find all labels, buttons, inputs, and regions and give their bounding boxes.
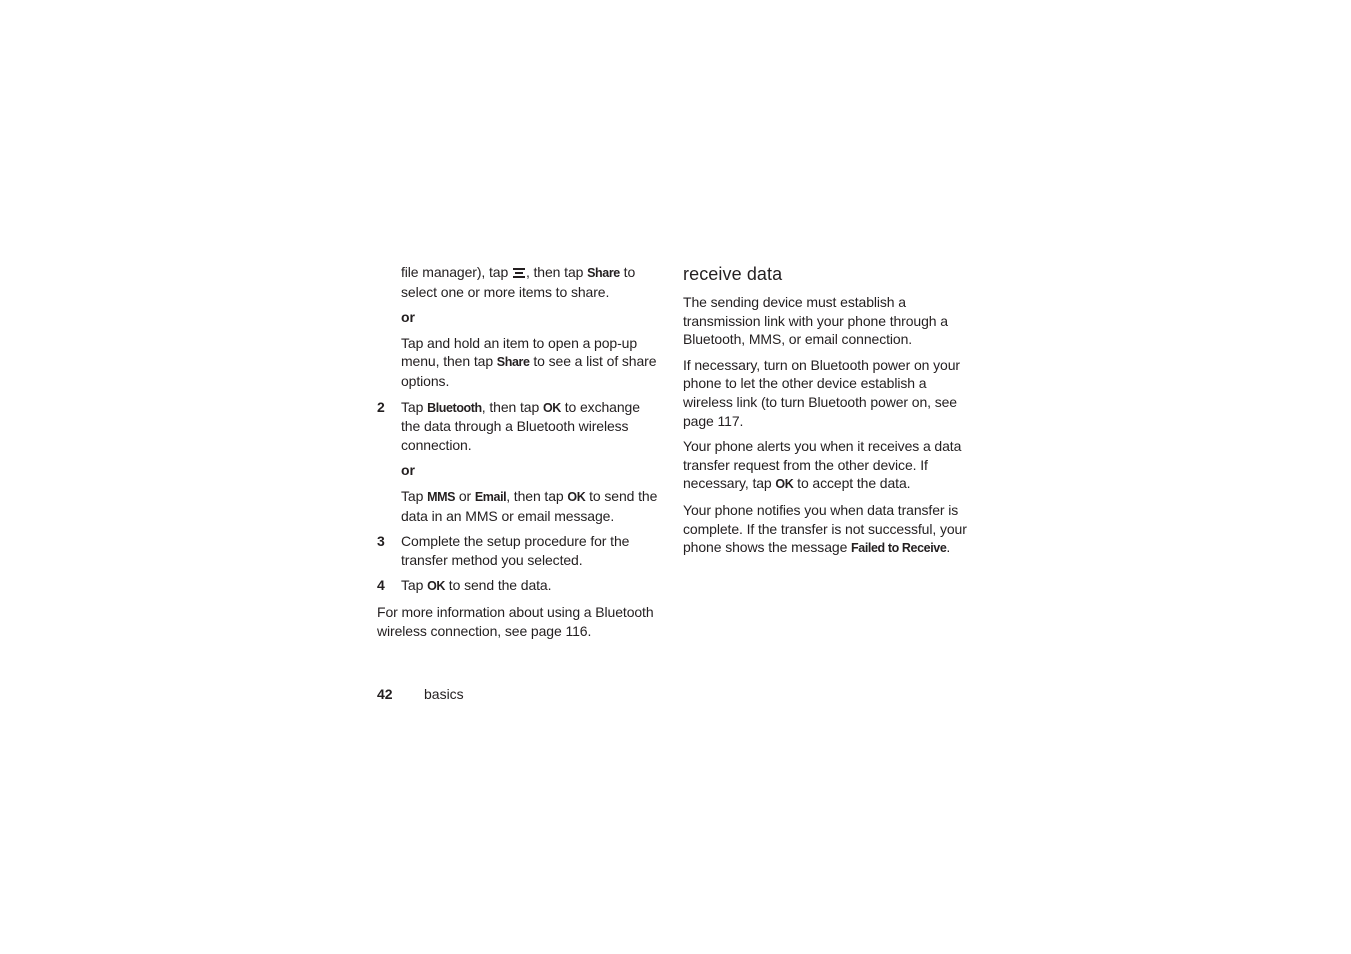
- receive-paragraph-3: Your phone alerts you when it receives a data transfer request from the other device. If necessary, tap OK to accept the data.: [683, 438, 962, 492]
- page-number: 42: [377, 686, 393, 702]
- intro-paragraph: file manager), tap , then tap Share to select one or more items to share.: [401, 264, 636, 300]
- step-2: 2 Tap Bluetooth, then tap OK to exchange the data through a Bluetooth wireless connection.: [377, 398, 640, 453]
- left-column: [377, 263, 662, 647]
- ok-key-label: OK: [542, 400, 561, 415]
- page-footer: [377, 685, 464, 703]
- ok-key-label: OK: [775, 477, 794, 492]
- mms-key-label: MMS: [427, 489, 456, 504]
- more-info-paragraph: For more information about using a Bluetooth wireless connection, see page 116.: [377, 603, 654, 639]
- ok-key-label: OK: [567, 489, 586, 504]
- bluetooth-key-label: Bluetooth: [427, 400, 482, 415]
- or-separator: or: [401, 309, 415, 326]
- or-separator: or: [401, 462, 415, 479]
- step-3: 3 Complete the setup procedure for the transfer method you selected.: [377, 533, 630, 568]
- section-heading: receive data: [683, 264, 783, 284]
- failed-to-receive-label: Failed to Receive: [851, 541, 947, 556]
- step-number: 4: [377, 577, 385, 594]
- step-number: 2: [377, 398, 385, 415]
- right-column: [683, 263, 968, 565]
- receive-paragraph-1: The sending device must establish a transmission link with your phone through a Bluetooth, MMS, or email connection.: [683, 294, 948, 348]
- step-number: 3: [377, 533, 385, 550]
- share-key-label: Share: [587, 266, 620, 280]
- step-4: 4 Tap OK to send the data.: [377, 577, 552, 594]
- alt-paragraph-2: Tap MMS or Email, then tap OK to send the data in an MMS or email message.: [401, 487, 658, 524]
- alt-paragraph-1: Tap and hold an item to open a pop-up menu, then tap Share to see a list of share options.: [401, 334, 657, 389]
- email-key-label: Email: [474, 489, 507, 504]
- receive-paragraph-4: Your phone notifies you when data transfer is complete. If the transfer is not successful, your phone shows the message Failed to Receive.: [683, 501, 967, 556]
- receive-paragraph-2: If necessary, turn on Bluetooth power on your phone to let the other device establish a wireless link (to turn Bluetooth power on, see page 117.: [683, 356, 960, 429]
- share-key-label: Share: [496, 355, 530, 370]
- menu-icon: [513, 268, 525, 278]
- section-name: basics: [424, 686, 464, 702]
- ok-key-label: OK: [427, 579, 446, 594]
